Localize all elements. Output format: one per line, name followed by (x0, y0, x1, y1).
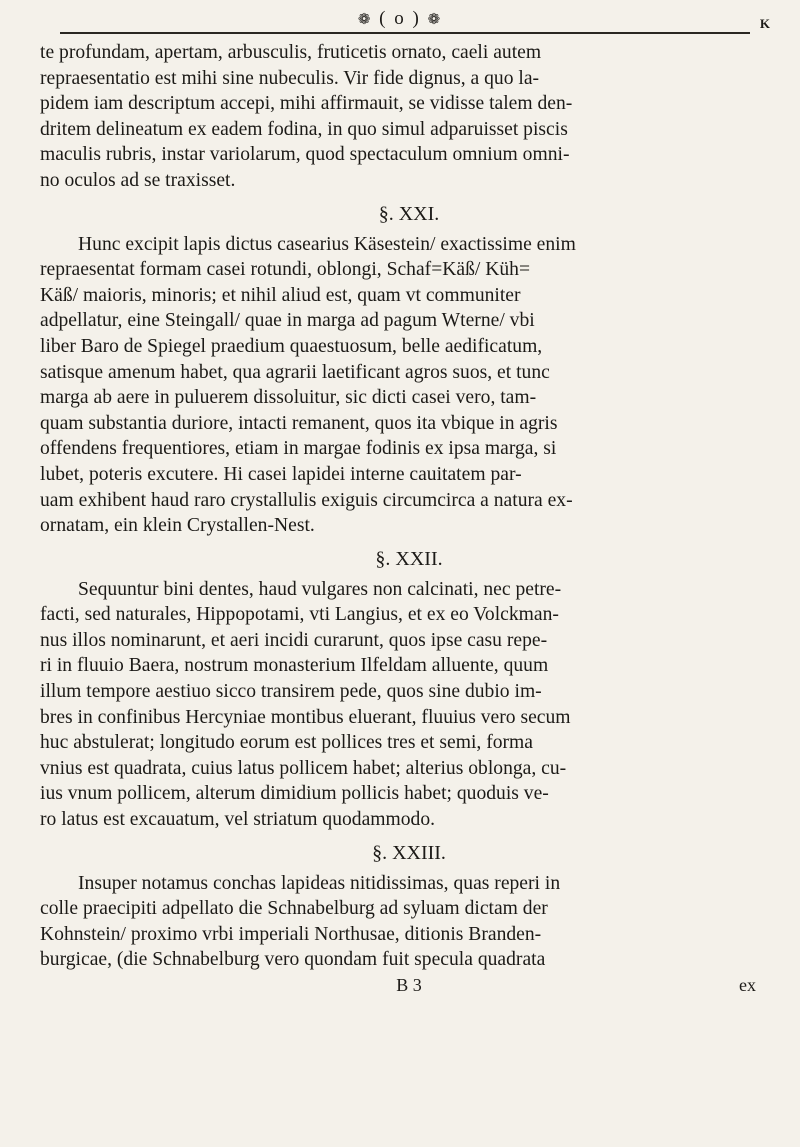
margin-mark: K (759, 16, 772, 31)
section-heading: §. XXI. (378, 202, 440, 225)
text-line: offendens frequentiores, etiam in margae fodinis ex ipsa marga, si (40, 438, 557, 460)
text-line: maculis rubris, instar variolarum, quod spectaculum omnium omni- (40, 144, 570, 166)
text-line: ornatam, ein klein Crystallen-Nest. (40, 515, 315, 537)
section-heading: §. XXIII. (372, 841, 446, 864)
ornament-icon: ❁ (427, 10, 443, 28)
catchword: ex (739, 975, 756, 995)
text-line: repraesentat formam casei rotundi, oblongi, Schaf=Käß/ Küh= (40, 259, 531, 281)
text-line: Insuper notamus conchas lapideas nitidissimas, quas reperi in (78, 872, 561, 894)
section-heading: §. XXII. (375, 547, 443, 570)
text-line: burgicae, (die Schnabelburg vero quondam fuit specula quadrata (40, 949, 546, 971)
text-line: Kohnstein/ proximo vrbi imperiali Northusae, ditionis Branden- (40, 923, 542, 945)
page-footer (40, 973, 778, 999)
text-line: repraesentatio est mihi sine nubeculis. Vir fide dignus, a quo la- (40, 67, 540, 89)
text-line: quam substantia duriore, intacti remanent, quos ita vbique in agris (40, 412, 558, 434)
text-line: liber Baro de Spiegel praedium quaestuosum, belle aedificatum, (40, 335, 543, 357)
text-line: nus illos nominarunt, et aeri incidi curarunt, quos ipse casu repe- (40, 629, 548, 651)
page-number: ( o ) (379, 8, 421, 29)
text-line: vnius est quadrata, cuius latus pollicem habet; alterius oblonga, cu- (40, 757, 567, 779)
text-line: colle praecipiti adpellato die Schnabelburg ad syluam dictam der (40, 898, 548, 920)
text-line: Sequuntur bini dentes, haud vulgares non calcinati, nec petre- (78, 578, 562, 600)
text-line: dritem delineatum ex eadem fodina, in quo simul adparuisset piscis (40, 118, 568, 140)
text-line: facti, sed naturales, Hippopotami, vti Langius, et ex eo Volckman- (40, 604, 559, 626)
text-line: adpellatur, eine Steingall/ quae in marga ad pagum Wterne/ vbi (40, 310, 535, 332)
text-line: Käß/ maioris, minoris; et nihil aliud est, quam vt communiter (40, 284, 521, 306)
text-line: Hunc excipit lapis dictus casearius Käsestein/ exactissime enim (78, 233, 576, 255)
text-line: ro latus est excauatum, vel striatum quodammodo. (40, 809, 436, 831)
text-line: illum tempore aestiuo sicco transirem pede, quos sine dubio im- (40, 681, 542, 703)
text-line: bres in confinibus Hercyniae montibus eluerant, fluuius vero secum (40, 706, 571, 728)
running-head (0, 8, 800, 34)
head-rule (60, 32, 750, 34)
text-line: huc abstulerat; longitudo eorum est pollices tres et semi, forma (40, 732, 533, 754)
text-line: uam exhibent haud raro crystallulis exiguis circumcirca a natura ex- (40, 489, 573, 511)
text-line: ri in fluuio Baera, nostrum monasterium Ilfeldam alluente, quum (40, 655, 549, 677)
text-line: lubet, poteris excutere. Hi casei lapidei interne cauitatem par- (40, 463, 522, 485)
text-line: te profundam, apertam, arbusculis, fruticetis ornato, caeli autem (40, 42, 542, 63)
text-line: marga ab aere in puluerem dissoluitur, sic dicti casei vero, tam- (40, 387, 537, 409)
text-line: satisque amenum habet, qua agrarii laetificant agros suos, et tunc (40, 361, 550, 383)
text-line: ius vnum pollicem, alterum dimidium pollicis habet; quoduis ve- (40, 783, 549, 805)
signature-mark: B 3 (396, 975, 422, 995)
ornament-icon: ❁ (357, 10, 373, 28)
text-line: pidem iam descriptum accepi, mihi affirmauit, se vidisse talem den- (40, 93, 573, 115)
text-line: no oculos ad se traxisset. (40, 169, 236, 191)
body-text (40, 40, 778, 999)
